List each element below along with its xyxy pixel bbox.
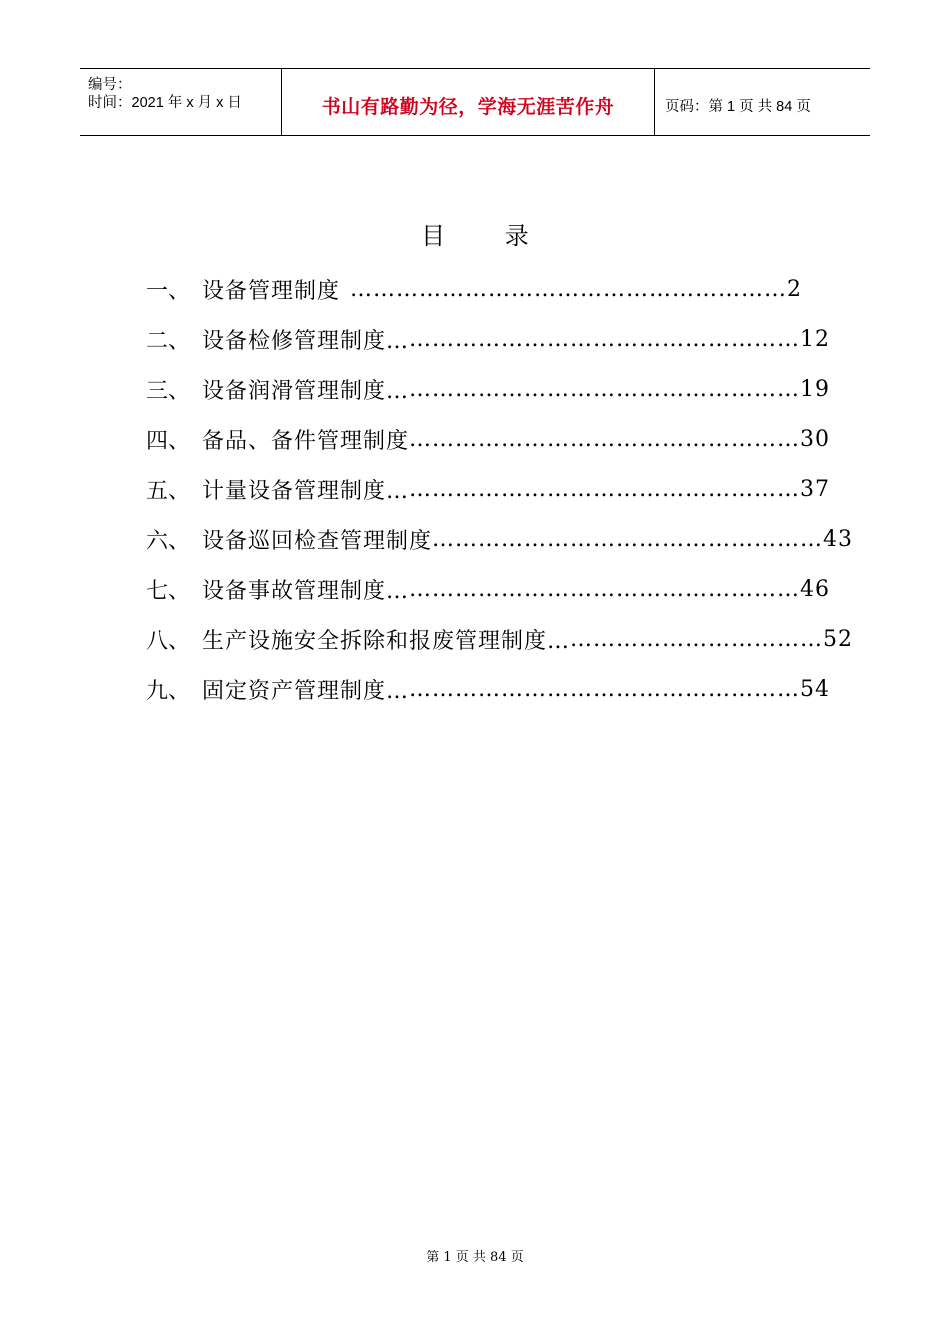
toc-entry-leader: ……………………………………………	[409, 576, 801, 602]
toc-entry-page: 52	[823, 626, 854, 652]
toc-entry-number: 三、	[146, 378, 191, 404]
page-header	[80, 68, 870, 136]
toc-entry[interactable]	[146, 564, 831, 614]
toc-entry[interactable]	[146, 264, 802, 314]
toc-entry-number: 六、	[146, 528, 191, 554]
toc-entry-number: 五、	[146, 478, 191, 504]
page-footer: 第 1 页 共 84 页	[426, 1250, 524, 1265]
toc-entry-number: 一、	[146, 278, 191, 304]
header-page-cell	[655, 69, 870, 135]
toc-entry-title: 备品、备件管理制度	[202, 428, 410, 454]
toc-entry-page: 12	[800, 326, 831, 352]
toc-entry-page: 54	[800, 676, 831, 702]
header-meta	[80, 69, 282, 135]
toc-entry-number: 八、	[146, 628, 191, 654]
toc-entry-leader: ……………………………………………	[432, 526, 824, 552]
toc-entry-title: 设备巡回检查管理制度	[202, 528, 433, 554]
toc-entry[interactable]	[146, 364, 831, 414]
date-label: 时间：2021 年 x 月 x 日	[88, 95, 242, 111]
toc-entry-leader: ……………………………………………	[409, 476, 801, 502]
header-motto: 书山有路勤为径，学海无涯苦作舟	[321, 95, 615, 118]
toc-entry-page: 46	[800, 576, 831, 602]
toc-entry-leader: ……………………………………………	[409, 676, 801, 702]
toc-entry-number: 二、	[146, 328, 191, 354]
header-motto-cell	[282, 69, 655, 135]
toc-entry[interactable]	[146, 664, 831, 714]
toc-entry-page: 19	[800, 376, 831, 402]
toc-entry[interactable]	[146, 414, 831, 464]
toc-entry-number: 九、	[146, 678, 191, 704]
toc-entry-page: 43	[823, 526, 854, 552]
toc-entry[interactable]	[146, 464, 831, 514]
toc-entry-title: 设备润滑管理制度…	[202, 378, 410, 404]
toc-entry-leader: …………………………………………………	[350, 276, 787, 302]
toc-title: 目 录	[421, 222, 555, 250]
table-of-contents	[146, 264, 854, 714]
toc-entry-number: 七、	[146, 578, 191, 604]
toc-entry-leader: ……………………………………………	[409, 426, 801, 452]
toc-entry[interactable]	[146, 514, 854, 564]
toc-entry-leader: ……………………………………………	[409, 376, 801, 402]
toc-entry-leader: ……………………………	[570, 626, 824, 652]
toc-entry-number: 四、	[146, 428, 191, 454]
toc-entry-title: 计量设备管理制度…	[202, 478, 410, 504]
toc-entry[interactable]	[146, 314, 831, 364]
toc-entry-title: 生产设施安全拆除和报废管理制度…	[202, 628, 571, 654]
toc-entry-title: 设备事故管理制度…	[202, 578, 410, 604]
toc-entry-leader: ……………………………………………	[409, 326, 801, 352]
toc-entry-page: 37	[800, 476, 831, 502]
toc-entry-title: 设备管理制度	[202, 278, 341, 304]
number-label: 编号：	[88, 77, 132, 93]
header-page-info: 页码：第 1 页 共 84 页	[665, 98, 811, 115]
toc-entry-page: 2	[787, 276, 802, 302]
toc-entry-title: 固定资产管理制度…	[202, 678, 410, 704]
toc-entry[interactable]	[146, 614, 854, 664]
toc-entry-page: 30	[800, 426, 831, 452]
toc-entry-title: 设备检修管理制度…	[202, 328, 410, 354]
